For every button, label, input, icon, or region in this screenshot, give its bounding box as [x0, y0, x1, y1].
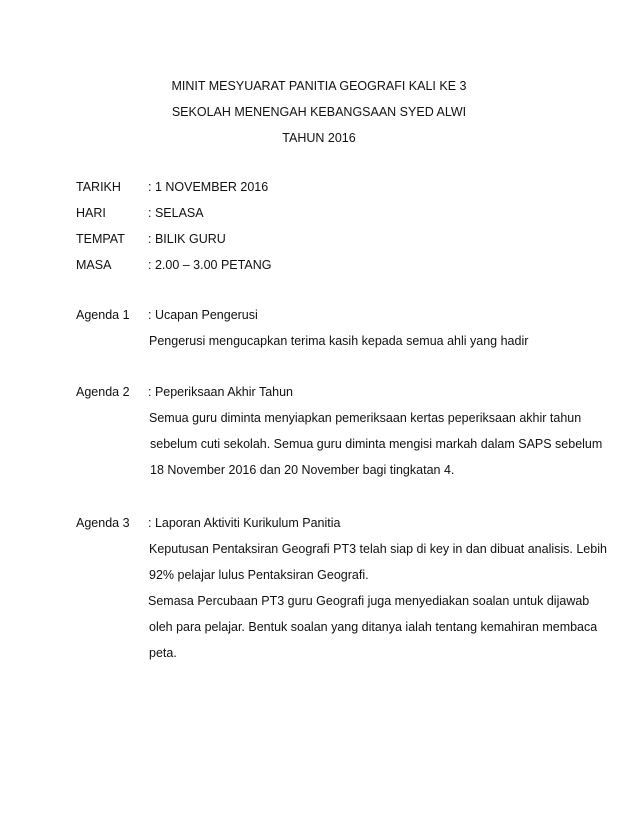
agenda-3-title: : Laporan Aktiviti Kurikulum Panitia — [148, 516, 341, 530]
agenda-1-title: : Ucapan Pengerusi — [148, 308, 258, 322]
agenda-3-line: peta. — [149, 646, 177, 660]
detail-value-place: : BILIK GURU — [148, 232, 226, 246]
agenda-3-line: oleh para pelajar. Bentuk soalan yang ditanya ialah tentang kemahiran membaca — [149, 620, 598, 634]
agenda-2-line: Semua guru diminta menyiapkan pemeriksaan kertas peperiksaan akhir tahun — [149, 411, 582, 425]
school-name: SEKOLAH MENENGAH KEBANGSAAN SYED ALWI — [171, 105, 467, 119]
agenda-2-line: 18 November 2016 dan 20 November bagi tingkatan 4. — [150, 463, 455, 477]
agenda-1-label: Agenda 1 — [76, 308, 130, 322]
agenda-2-title: : Peperiksaan Akhir Tahun — [148, 385, 294, 399]
detail-value-date: : 1 NOVEMBER 2016 — [148, 180, 269, 194]
detail-value-time: : 2.00 – 3.00 PETANG — [148, 258, 272, 272]
agenda-3-line: 92% pelajar lulus Pentaksiran Geografi. — [149, 568, 369, 582]
year-line: TAHUN 2016 — [282, 131, 356, 145]
agenda-2-label: Agenda 2 — [76, 385, 130, 399]
agenda-2-line: sebelum cuti sekolah. Semua guru diminta mengisi markah dalam SAPS sebelum — [150, 437, 603, 451]
agenda-3-line: Semasa Percubaan PT3 guru Geografi juga menyediakan soalan untuk dijawab — [148, 594, 590, 608]
minutes-title: MINIT MESYUARAT PANITIA GEOGRAFI KALI KE 3 — [171, 79, 467, 93]
detail-label-time: MASA — [76, 258, 112, 272]
detail-value-day: : SELASA — [148, 206, 204, 220]
agenda-3-line: Keputusan Pentaksiran Geografi PT3 telah siap di key in dan dibuat analisis. Lebih — [149, 542, 607, 556]
agenda-3-label: Agenda 3 — [76, 516, 130, 530]
detail-label-day: HARI — [76, 206, 106, 220]
agenda-1-line: Pengerusi mengucapkan terima kasih kepada semua ahli yang hadir — [149, 334, 529, 348]
detail-label-date: TARIKH — [76, 180, 121, 194]
detail-label-place: TEMPAT — [76, 232, 125, 246]
